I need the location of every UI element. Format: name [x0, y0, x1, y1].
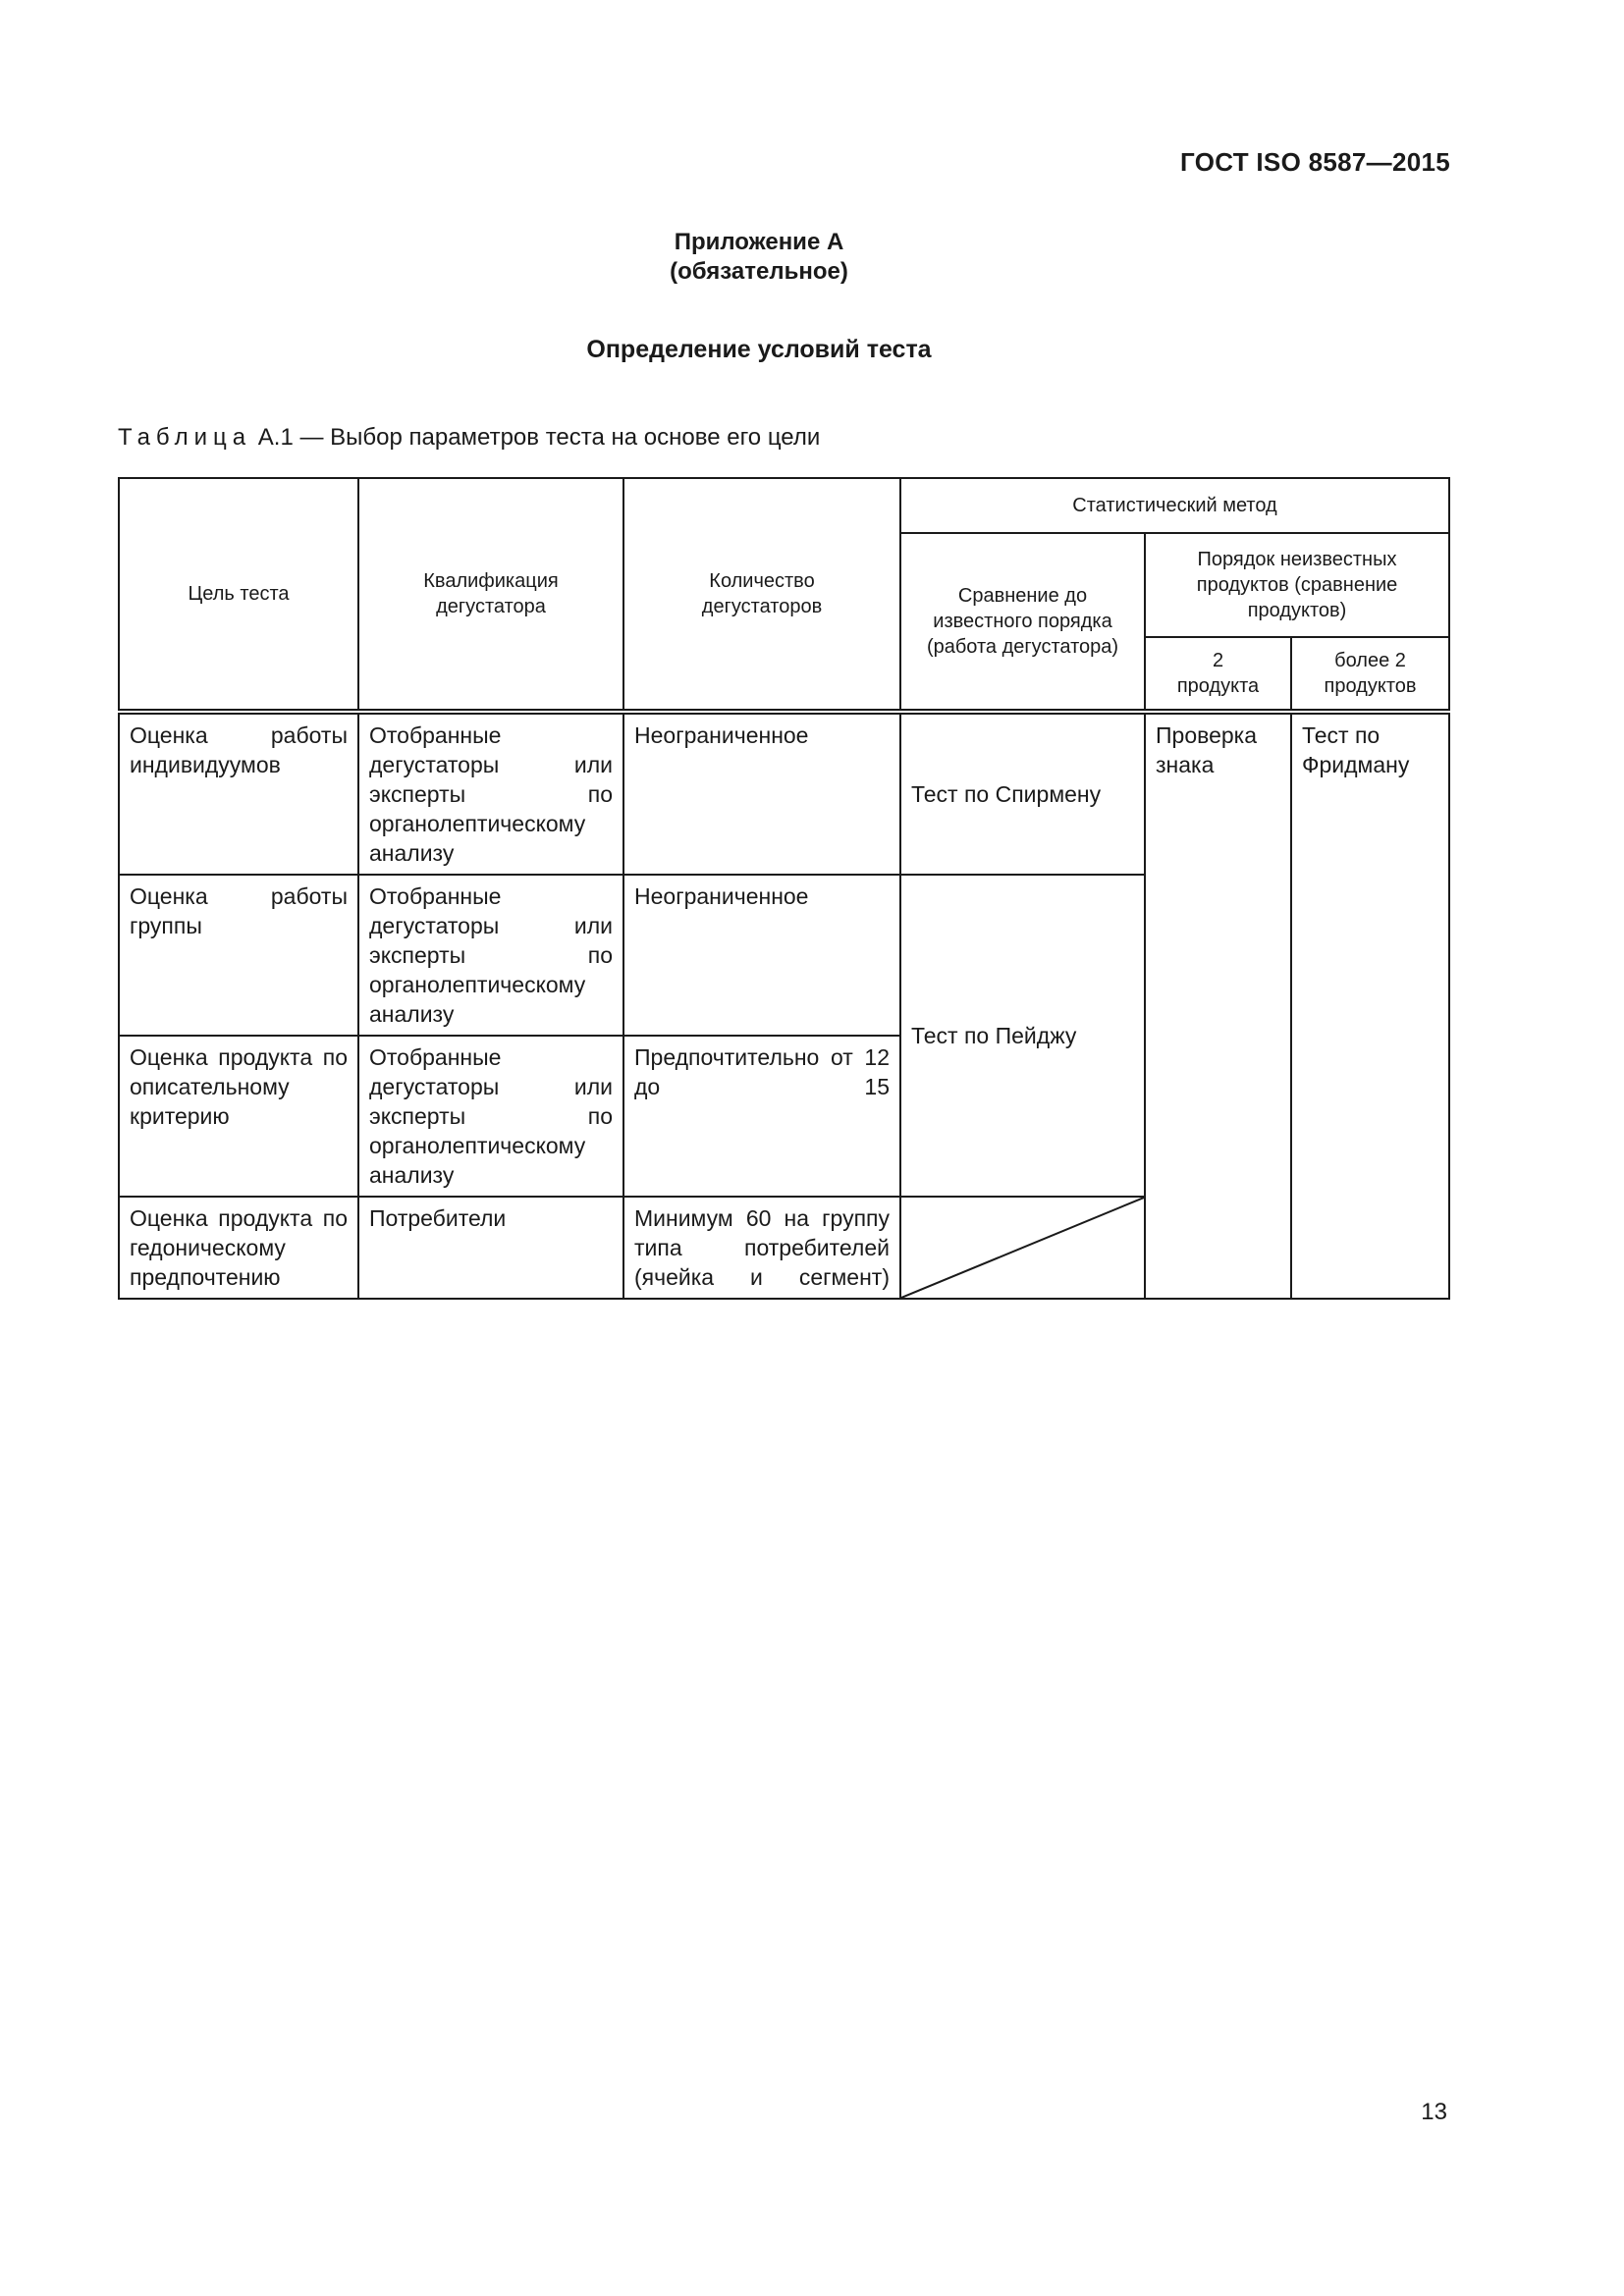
row4-qualification: Потребители: [358, 1197, 623, 1299]
header-goal: Цель теста: [119, 478, 358, 712]
diagonal-strike: [901, 1198, 1144, 1298]
annex-heading: [0, 228, 1518, 287]
header-two-products: 2 продукта: [1145, 637, 1291, 712]
row1-count: Неограниченное: [623, 712, 900, 875]
row3-goal: Оценка продукта по описательному критерию: [119, 1036, 358, 1197]
row3-qualification: Отобранные дегустаторы или эксперты по органолептическому анализу: [358, 1036, 623, 1197]
header-statistical-method: Статистический метод: [900, 478, 1449, 533]
row2-qualification: Отобранные дегустаторы или эксперты по органолептическому анализу: [358, 875, 623, 1036]
header-unknown-order: Порядок неизвестных продуктов (сравнение продуктов): [1145, 533, 1449, 637]
row1-qualification: Отобранные дегустаторы или эксперты по органолептическому анализу: [358, 712, 623, 875]
row4-count: Минимум 60 на группу типа потребителей (ячейка и сегмент): [623, 1197, 900, 1299]
section-title: Определение условий теста: [586, 336, 932, 363]
header-more-products: более 2 продуктов: [1291, 637, 1449, 712]
page-number: 13: [1421, 2099, 1447, 2125]
annex-status: (обязательное): [670, 258, 848, 285]
header-known-order: Сравнение до известного порядка (работа дегустатора): [900, 533, 1145, 712]
method-spearman: Тест по Спирмену: [900, 712, 1145, 875]
row3-count: Предпочтительно от 12 до 15: [623, 1036, 900, 1197]
table-caption-label: Таблица: [118, 424, 252, 451]
not-applicable-cell: [900, 1197, 1145, 1299]
row2-goal: Оценка работы группы: [119, 875, 358, 1036]
header-qualification: Квалификация дегустатора: [358, 478, 623, 712]
row1-goal: Оценка работы индивидуумов: [119, 712, 358, 875]
method-sign: Проверка знака: [1145, 712, 1291, 1299]
document-id: ГОСТ ISO 8587—2015: [1180, 147, 1450, 177]
annex-title: Приложение А: [674, 229, 844, 255]
table-caption-text: А.1 — Выбор параметров теста на основе его цели: [251, 424, 821, 451]
test-parameters-table: [118, 477, 1450, 1300]
header-count: Количество дегустаторов: [623, 478, 900, 712]
method-friedman: Тест по Фридману: [1291, 712, 1449, 1299]
row4-goal: Оценка продукта по гедоническому предпочтению: [119, 1197, 358, 1299]
table-caption: [118, 424, 820, 452]
method-page: Тест по Пейджу: [900, 875, 1145, 1197]
row2-count: Неограниченное: [623, 875, 900, 1036]
